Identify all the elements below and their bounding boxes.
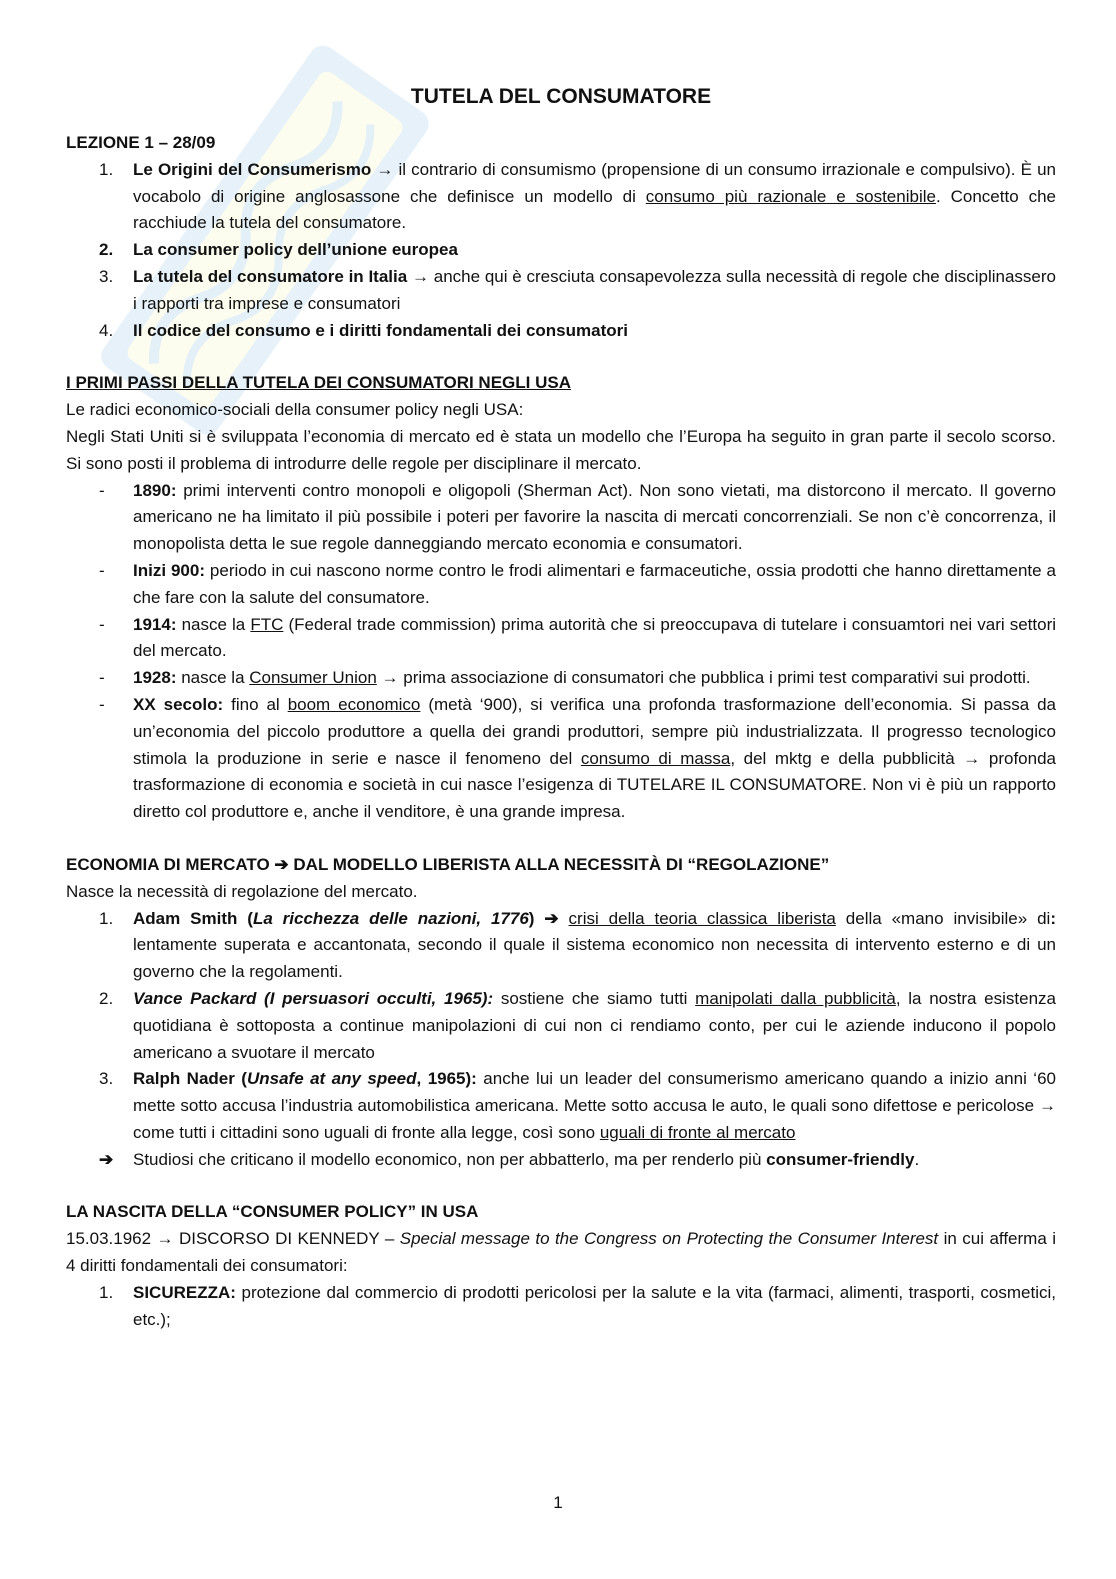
list-item: 1. SICUREZZA: protezione dal commercio di prodotti pericolosi per la salute e la vita (farmaci, alimenti, trasporti, cosmetici, etc.); (99, 1282, 1056, 1329)
page-title: TUTELA DEL CONSUMATORE (410, 85, 712, 108)
list-item: 3. La tutela del consumatore in Italia → anche qui è cresciuta consapevolezza sulla necessità di regole che disciplinassero i rapporti tra imprese e consumatori (99, 266, 1057, 313)
policy-paragraph: 15.03.1962 → DISCORSO DI KENNEDY – Special message to the Congress on Protecting the Consumer Interest in cui afferma i 4 diritti fondamentali dei consumatori: (66, 1229, 1056, 1276)
page-number: 1 (553, 1493, 563, 1512)
rights-list (66, 1280, 1056, 1334)
intro-list (66, 157, 1056, 345)
document-body (66, 82, 1056, 1333)
list-item: 1. Adam Smith (La ricchezza delle nazioni, 1776) ➔ crisi della teoria classica liberista della «mano invisibile» di: lentamente superata e accantonata, secondo il quale il sistema economico non necessita di intervento esterno e di un governo che la regolamenti. (99, 908, 1057, 982)
list-item: - Inizi 900: periodo in cui nascono norme contro le frodi alimentari e farmaceutiche, ossia prodotti che hanno direttamente a che fare con la salute del consumatore. (99, 560, 1056, 607)
arrow-icon: → (411, 266, 429, 286)
usa-heading: I PRIMI PASSI DELLA TUTELA DEI CONSUMATORI NEGLI USA (66, 373, 571, 393)
arrow-icon: → (963, 748, 981, 768)
arrow-icon: → (1039, 1096, 1056, 1116)
usa-subtitle: Le radici economico-sociali della consumer policy negli USA: (66, 400, 524, 420)
market-list (66, 906, 1056, 1174)
arrow-icon: → (376, 159, 394, 179)
market-intro: Nasce la necessità di regolazione del mercato. (66, 881, 418, 901)
usa-paragraph: Negli Stati Uniti si è sviluppata l’economia di mercato ed è stata un modello che l’Europa ha seguito in gran parte il secolo scorso. Si sono posti il problema di introdurre delle regole per disciplinare il mercato. (66, 426, 1056, 473)
policy-heading: LA NASCITA DELLA “CONSUMER POLICY” IN USA (66, 1202, 479, 1222)
arrow-bullet-icon: ➔ (99, 1149, 114, 1169)
list-item: - XX secolo: fino al boom economico (metà ‘900), si verifica una profonda trasformazione dell’economia. Si passa da un’economia del piccolo produttore a quella dei grandi produttori, sempre più industrializzata. Il progresso tecnologico stimola la produzione in serie e nasce il fenomeno del consumo di massa, del mktg e della pubblicità → profonda trasformazione di economia e società in cui nasce l’esigenza di TUTELARE IL CONSUMATORE. Non vi è più un rapporto diretto col produttore e, anche il venditore, è una grande impresa. (99, 694, 1057, 822)
list-item: 4. Il codice del consumo e i diritti fondamentali dei consumatori (99, 320, 628, 340)
arrow-icon: ➔ (544, 908, 559, 928)
usa-timeline-list (66, 478, 1056, 826)
list-item: 3. Ralph Nader (Unsafe at any speed, 1965): anche lui un leader del consumerismo americano quando a inizio anni ‘60 mette sotto accusa l’industria automobilistica americana. Mette sotto accusa le auto, le quali sono difettose e pericolose → come tutti i cittadini sono uguali di fronte alla legge, così sono uguali di fronte al mercato (99, 1069, 1056, 1142)
arrow-icon: ➔ (274, 854, 289, 874)
list-item: 2. Vance Packard (I persuasori occulti, 1965): sostiene che siamo tutti manipolati dalla pubblicità, la nostra esistenza quotidiana è sottoposta a continue manipolazioni di cui non ci rendiamo conto, per cui le aziende inducono il popolo americano a svuotare il mercato (99, 988, 1056, 1062)
list-item: 1. Le Origini del Consumerismo → il contrario di consumismo (propensione di un consumo irrazionale e compulsivo). È un vocabolo di origine anglosassone che definisce un modello di consumo più razionale e sostenibile. Concetto che racchiude la tutela del consumatore. (99, 159, 1057, 233)
list-item: - 1914: nasce la FTC (Federal trade commission) prima autorità che si preoccupava di tutelare i consuamtori nei vari settori del mercato. (99, 614, 1057, 661)
list-item: - 1890: primi interventi contro monopoli e oligopoli (Sherman Act). Non sono vietati, ma distorcono il mercato. Il governo americano ne ha limitato il più possibile i poteri per favorire la nascita di mercati concorrenziali. Se non c’è concorrenza, il monopolista detta le sue regole danneggiando mercato economia e consumatori. (99, 480, 1056, 554)
arrow-icon: → (156, 1229, 174, 1249)
list-item: ➔ Studiosi che criticano il modello economico, non per abbatterlo, ma per renderlo più consumer-friendly. (66, 1147, 1056, 1174)
list-item: - 1928: nasce la Consumer Union → prima associazione di consumatori che pubblica i primi test comparativi sui prodotti. (99, 668, 1031, 688)
arrow-icon: → (381, 668, 399, 688)
market-heading: ECONOMIA DI MERCATO ➔ DAL MODELLO LIBERISTA ALLA NECESSITÀ DI “REGOLAZIONE” (66, 854, 830, 874)
list-item: 2. La consumer policy dell’unione europea (99, 240, 458, 260)
lesson-heading: LEZIONE 1 – 28/09 (66, 133, 216, 152)
